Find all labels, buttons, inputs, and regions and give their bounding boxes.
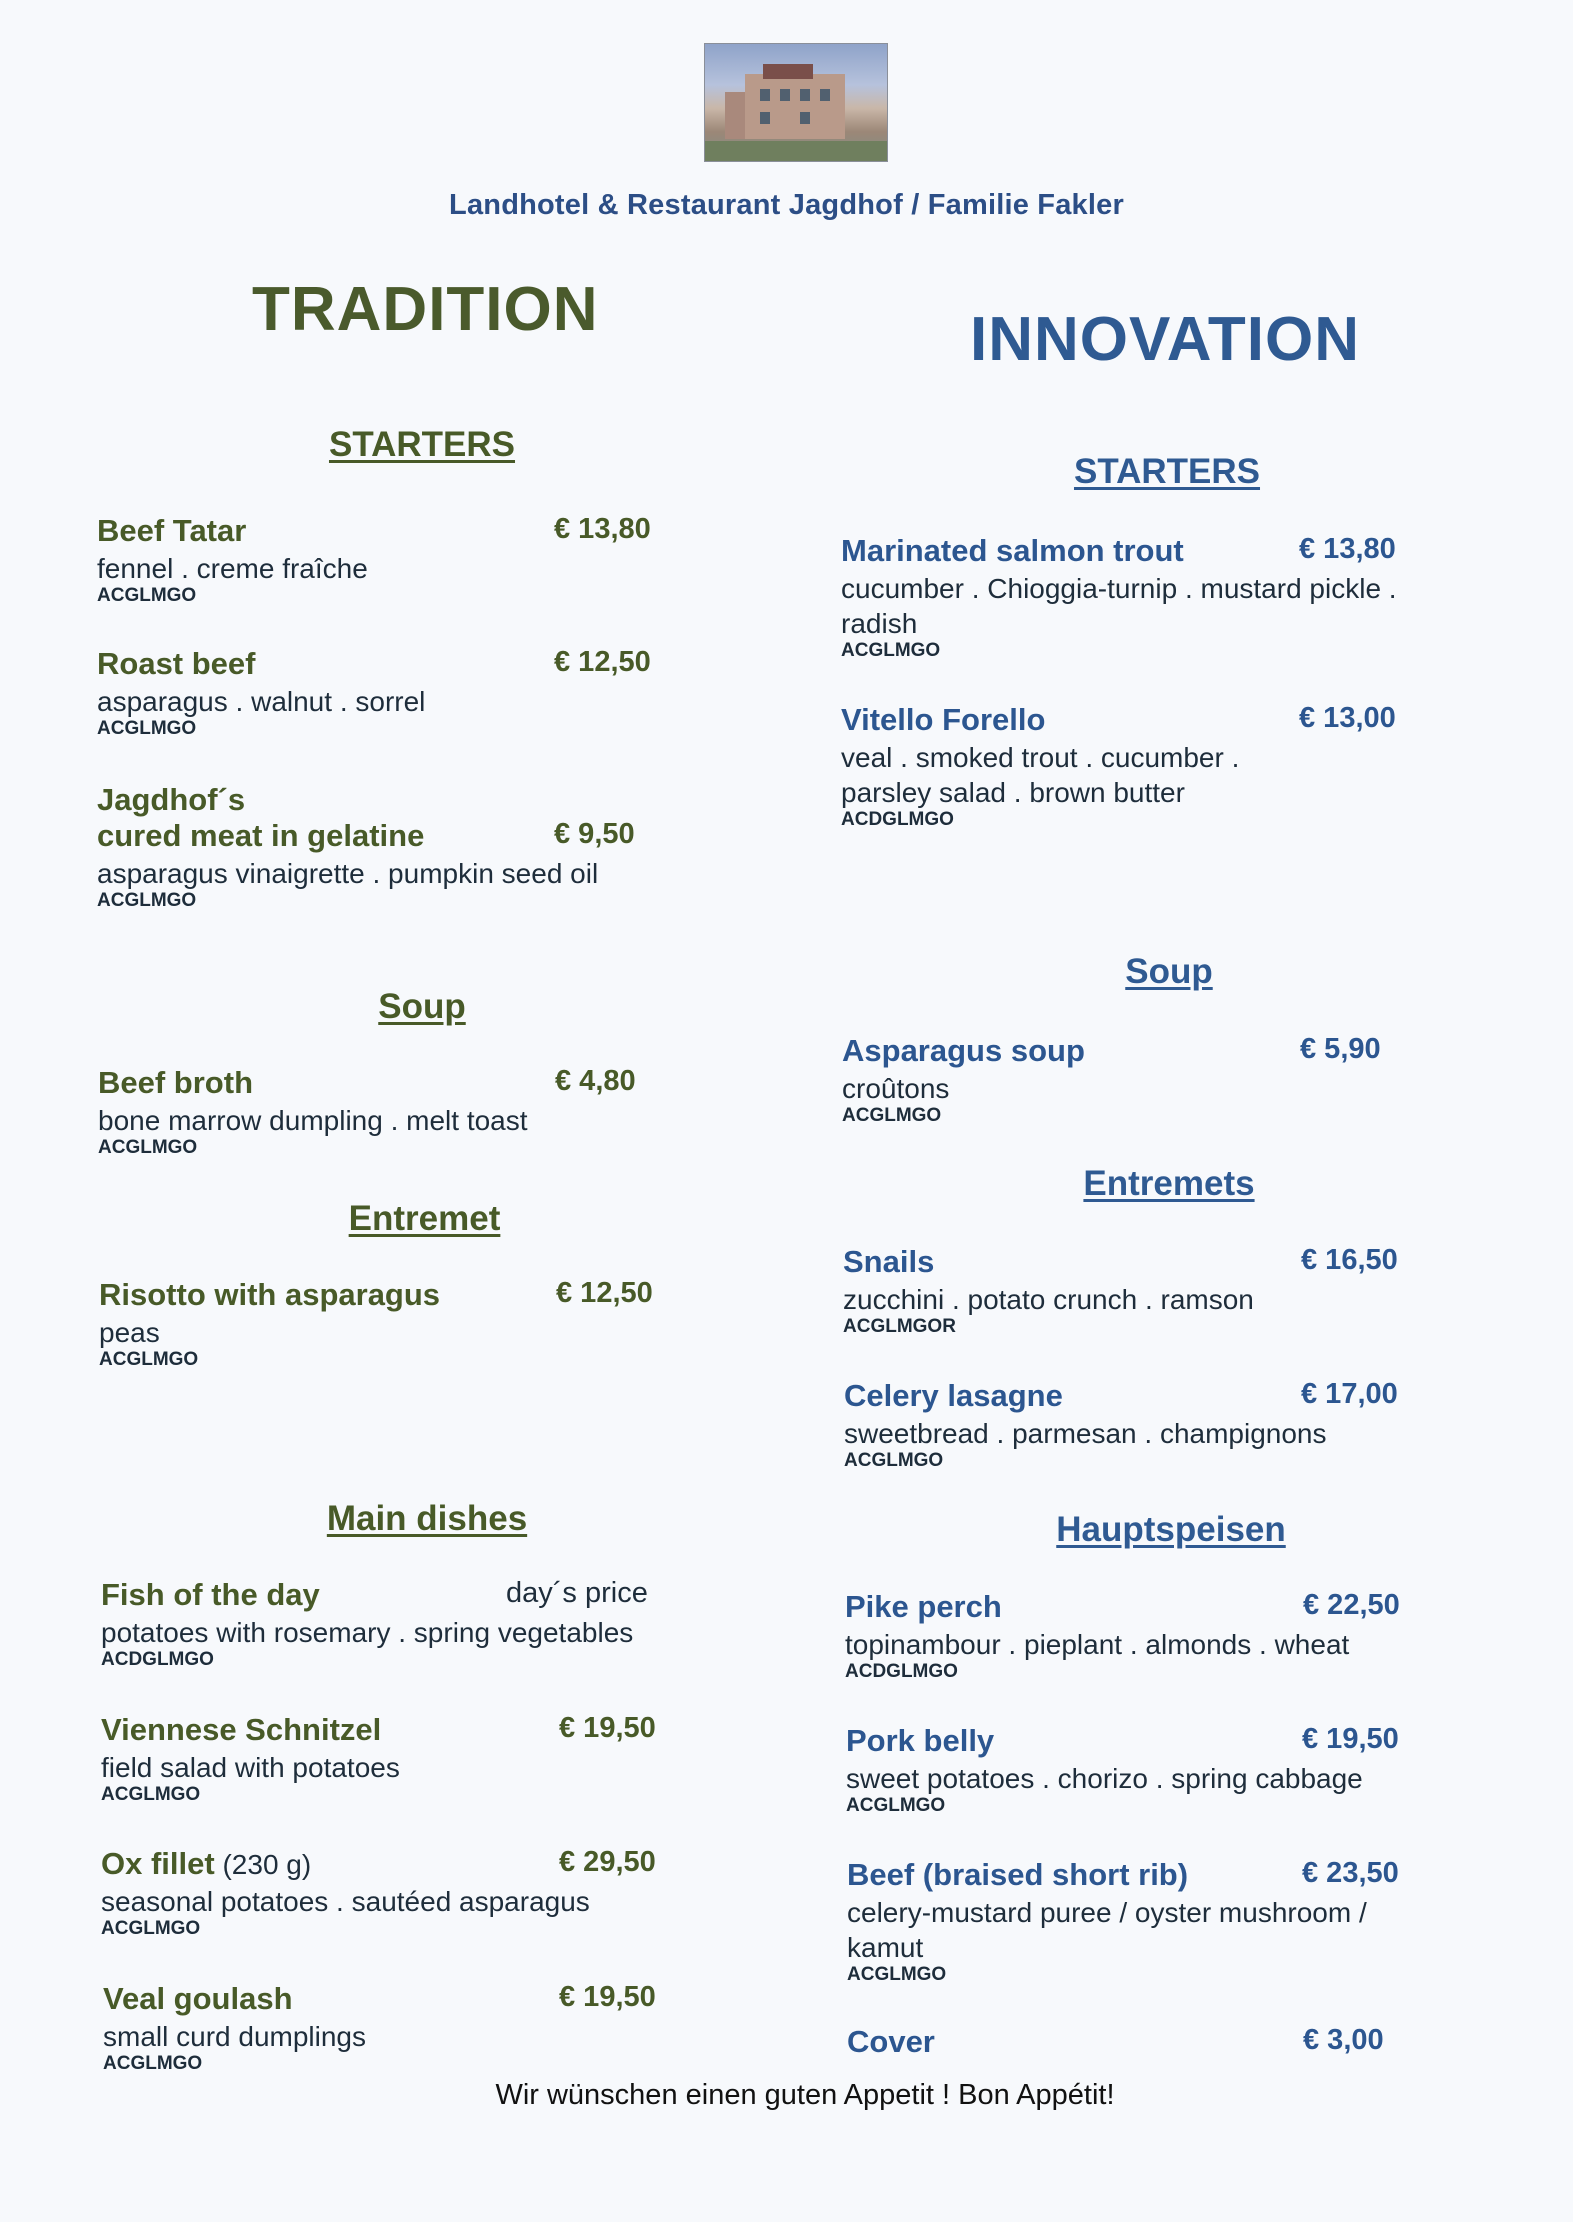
item-name: Snails [843,1244,935,1279]
item-price: € 13,00 [1299,702,1396,734]
innovation-title: INNOVATION [970,305,1361,374]
item-price: € 5,90 [1300,1033,1381,1065]
item-allergens: ACDGLMGO [845,1661,958,1682]
item-name: Ox fillet [101,1846,215,1881]
item-name: Vitello Forello [841,702,1046,737]
item-name: Marinated salmon trout [841,533,1184,568]
item-allergens: ACGLMGO [97,890,197,911]
item-price: € 12,50 [556,1277,653,1309]
item-allergens: ACGLMGO [97,718,197,739]
item-allergens: ACGLMGO [101,1784,201,1805]
item-name: Veal goulash [103,1981,293,2016]
innovation-starters-heading: STARTERS [1073,452,1261,491]
item-name: Risotto with asparagus [99,1277,441,1312]
item-allergens: ACGLMGO [97,585,197,606]
item-desc: peas [99,1317,160,1348]
item-price: € 19,50 [1302,1723,1399,1755]
item-price: € 9,50 [554,818,635,850]
item-desc: fennel . creme fraîche [97,553,368,584]
item-allergens: ACDGLMGO [101,1649,214,1670]
item-desc: sweet potatoes . chorizo . spring cabbage [846,1763,1363,1794]
item-desc: zucchini . potato crunch . ramson [843,1284,1254,1315]
menu-item [101,1846,666,1940]
menu-item [101,1712,666,1806]
menu-item [842,1033,1462,1127]
item-name: Cover [847,2024,935,2059]
item-price: € 3,00 [1303,2024,1384,2056]
item-price: € 13,80 [554,513,651,545]
item-allergens: ACGLMGO [103,2053,203,2074]
item-name: Pike perch [845,1589,1002,1624]
item-allergens: ACGLMGO [846,1795,946,1816]
menu-item-cover [847,2024,1467,2060]
menu-item [844,1378,1464,1472]
item-allergens: ACGLMGO [844,1450,944,1471]
item-allergens: ACGLMGO [841,640,941,661]
item-desc: potatoes with rosemary . spring vegetables [101,1617,634,1648]
item-price: € 16,50 [1301,1244,1398,1276]
item-allergens: ACGLMGO [101,1918,201,1939]
item-desc: croûtons [842,1073,950,1104]
item-name: Beef broth [98,1065,253,1100]
item-price: € 19,50 [559,1981,656,2013]
item-desc: asparagus vinaigrette . pumpkin seed oil [97,858,599,889]
item-desc: field salad with potatoes [101,1752,400,1783]
item-price: € 12,50 [554,646,651,678]
item-desc: asparagus . walnut . sorrel [97,686,426,717]
menu-item [841,702,1481,831]
menu-item [845,1589,1465,1683]
item-desc-line2: parsley salad . brown butter [841,777,1185,808]
menu-item [97,513,662,607]
menu-item [843,1244,1463,1338]
item-name: Roast beef [97,646,256,681]
item-name: Viennese Schnitzel [101,1712,382,1747]
item-name-line1: Jagdhof´s [97,782,246,817]
menu-item [99,1277,664,1371]
innovation-soup-heading: Soup [1125,952,1213,991]
item-desc: celery-mustard puree / oyster mushroom / [847,1897,1367,1928]
menu-item [103,1981,668,2075]
item-allergens: ACGLMGO [99,1349,199,1370]
item-price: € 13,80 [1299,533,1396,565]
item-desc-line2: kamut [847,1932,924,1963]
item-allergens: ACGLMGO [98,1137,198,1158]
menu-item [101,1577,701,1671]
item-desc: bone marrow dumpling . melt toast [98,1105,528,1136]
item-price: day´s price [506,1577,648,1609]
menu-item [97,782,662,912]
menu-item [841,533,1481,662]
item-desc-line2: radish [841,608,918,639]
item-name: Asparagus soup [842,1033,1085,1068]
item-desc: veal . smoked trout . cucumber . [841,742,1240,773]
item-price: € 19,50 [559,1712,656,1744]
item-name: Celery lasagne [844,1378,1063,1413]
menu-item [846,1723,1466,1817]
item-name: Pork belly [846,1723,995,1758]
item-desc: small curd dumplings [103,2021,366,2052]
innovation-entremets-heading: Entremets [1083,1164,1255,1203]
menu-item [98,1065,663,1159]
tradition-entremet-heading: Entremet [348,1199,501,1238]
hotel-name: Landhotel & Restaurant Jagdhof / Familie Fakler [449,189,1124,221]
item-price: € 23,50 [1302,1857,1399,1889]
item-name: Beef (braised short rib) [847,1857,1189,1892]
footer-greeting: Wir wünschen einen guten Appetit ! Bon Appétit! [495,2079,1115,2111]
item-quantity: (230 g) [214,1849,312,1880]
menu-item [97,646,662,740]
item-desc: topinambour . pieplant . almonds . wheat [845,1629,1350,1660]
item-allergens: ACDGLMGO [841,809,954,830]
item-desc: seasonal potatoes . sautéed asparagus [101,1886,590,1917]
item-price: € 29,50 [559,1846,656,1878]
item-price: € 22,50 [1303,1589,1400,1621]
innovation-main-heading: Hauptspeisen [1056,1510,1286,1549]
tradition-soup-heading: Soup [378,987,466,1026]
tradition-starters-heading: STARTERS [328,425,516,464]
menu-item [847,1857,1487,1986]
item-allergens: ACGLMGO [842,1105,942,1126]
item-name: Fish of the day [101,1577,320,1612]
item-allergens: ACGLMGO [847,1964,947,1985]
item-name: Beef Tatar [97,513,247,548]
tradition-main-heading: Main dishes [326,1499,528,1538]
item-name: cured meat in gelatine [97,818,425,853]
hotel-photo [704,43,888,162]
item-desc: cucumber . Chioggia-turnip . mustard pickle . [841,573,1397,604]
item-price: € 17,00 [1301,1378,1398,1410]
tradition-title: TRADITION [252,275,599,344]
item-desc: sweetbread . parmesan . champignons [844,1418,1327,1449]
item-price: € 4,80 [555,1065,636,1097]
item-allergens: ACGLMGOR [843,1316,956,1337]
